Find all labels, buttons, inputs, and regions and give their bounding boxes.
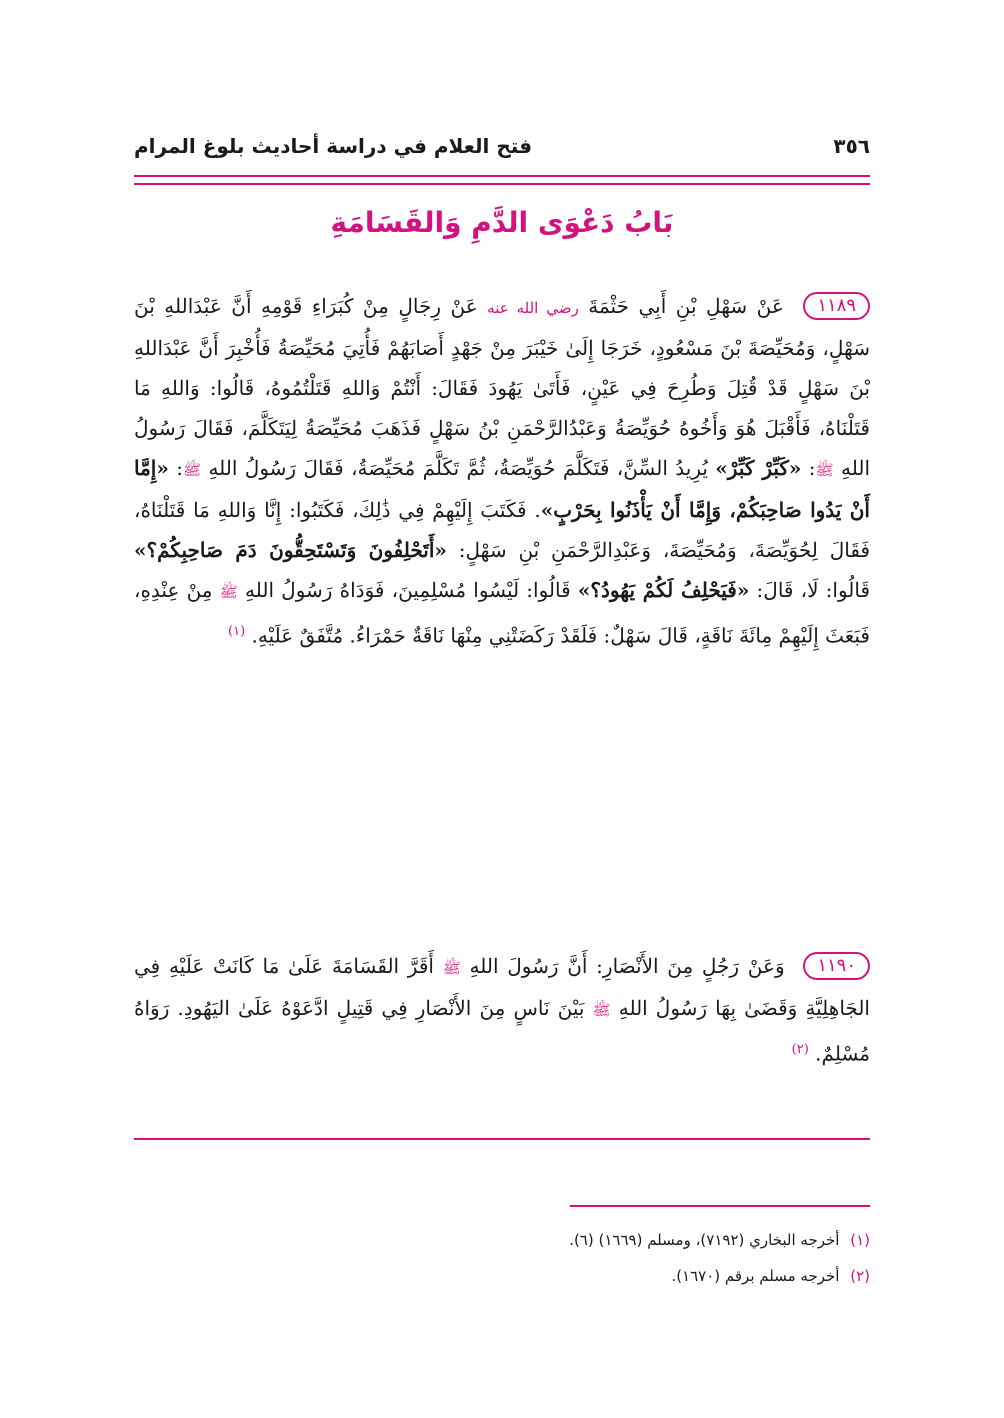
honorific-mark: ﷺ: [182, 461, 202, 479]
footnote-number: (٢): [850, 1267, 870, 1285]
hadith-number-badge: ١١٩٠: [803, 952, 870, 980]
hadith-text: قَالُوا: لَيْسُوا مُسْلِمِينَ، فَوَدَاهُ رَسُولُ اللهِ: [245, 578, 571, 602]
prophetic-quote: «إِمَّا أَنْ يَدُوا صَاحِبَكُمْ، وَإِمَّا أَنْ يَأْذَنُوا بِحَرْبٍ»: [134, 456, 870, 522]
hadith-text: عَنْ سَهْلِ بْنِ أَبِي حَثْمَةَ: [588, 294, 784, 318]
page-number: ٣٥٦: [833, 134, 870, 158]
hadith-text: مِنْ عِنْدِهِ، فَبَعَثَ إِلَيْهِمْ مِائَةَ نَاقَةٍ، قَالَ سَهْلٌ: فَلَقَدْ رَكَضَتْنِي مِنْهَا نَاقَةٌ حَمْرَاءُ. مُتَّفَقٌ عَلَيْهِ.: [134, 578, 870, 648]
prophetic-quote: «فَيَحْلِفُ لَكُمْ يَهُودُ؟»: [577, 578, 750, 602]
hadith-text: . فَكَتَبَ إِلَيْهِمْ فِي ذَٰلِكَ، فَكَتَبُوا: إِنَّا وَاللهِ مَا قَتَلْنَاهُ، فَقَالَ لِحُوَيِّصَةَ، وَمُحَيِّصَةَ، وَعَبْدِالرَّحْمَنِ بْنِ سَهْلٍ:: [134, 498, 871, 562]
header-rule-bottom: [134, 183, 870, 185]
footnotes: [134, 1222, 870, 1294]
footnote-reference[interactable]: (٢): [791, 1042, 809, 1057]
chapter-title: بَابُ دَعْوَى الدَّمِ وَالقَسَامَةِ: [330, 206, 674, 239]
footnote-text: أخرجه مسلم برقم (١٦٧٠).: [671, 1267, 840, 1285]
hadith-text: أَقَرَّ القَسَامَةَ عَلَىٰ مَا كَانَتْ عَلَيْهِ فِي الجَاهِلِيَّةِ وَقَضَىٰ بِهَا رَسُولُ اللهِ: [134, 954, 870, 1020]
content-end-rule: [134, 1138, 870, 1140]
footnote-reference[interactable]: (١): [228, 624, 246, 639]
hadith-text: بَيْنَ نَاسٍ مِنَ الأَنْصَارِ فِي قَتِيلٍ ادَّعَوْهُ عَلَىٰ اليَهُودِ. رَوَاهُ مُسْلِمٌ.: [134, 996, 870, 1066]
header-rule-top: [134, 175, 870, 177]
footnote-text: أخرجه البخاري (٧١٩٢)، ومسلم (١٦٦٩) (٦).: [569, 1231, 840, 1249]
book-title: فتح العلام في دراسة أحاديث بلوغ المرام: [134, 134, 533, 158]
hadith-text: قَالُوا: لَا، قَالَ:: [756, 578, 871, 602]
footnote-item: [134, 1258, 870, 1294]
footnote-separator: [570, 1205, 870, 1207]
running-header: [134, 128, 870, 164]
hadith-number-badge: ١١٨٩: [803, 292, 870, 320]
prophetic-quote: «كَبِّرْ كَبِّرْ»: [715, 456, 802, 480]
hadith-text: وَعَنْ رَجُلٍ مِنَ الأَنْصَارِ: أَنَّ رَسُولَ اللهِ: [469, 954, 785, 978]
footnote-item: [134, 1222, 870, 1258]
honorific-mark: ﷺ: [815, 461, 834, 479]
hadith-1190: [134, 946, 870, 1074]
honorific-mark: ﷺ: [442, 959, 461, 977]
footnote-number: (١): [850, 1231, 870, 1249]
hadith-1189: ١١٨٩ عَنْ سَهْلِ بْنِ أَبِي حَثْمَةَ رضي الله عنه عَنْ رِجَالٍ مِنْ كُبَرَاءِ قَوْمِهِ أَنَّ عَبْدَاللهِ بْنَ سَهْلٍ، وَمُحَيِّصَةَ بْنَ مَسْعُودٍ، خَرَجَا إِلَىٰ خَيْبَرَ مِنْ جَهْدٍ أَصَابَهُمْ فَأُتِيَ مُحَيِّصَةُ فَأُخْبِرَ أَنَّ عَبْدَاللهِ بْنَ سَهْلٍ قَدْ قُتِلَ وَطُرِحَ فِي عَيْنٍ، فَأَتَىٰ يَهُودَ فَقَالَ: أَنْتُمْ وَاللهِ قَتَلْتُمُوهُ، قَالُوا: وَاللهِ مَا قَتَلْنَاهُ، فَأَقْبَلَ هُوَ وَأَخُوهُ حُوَيِّصَةُ وَعَبْدُالرَّحْمَنِ بْنُ سَهْلٍ فَذَهَبَ مُحَيِّصَةُ لِيَتَكَلَّمَ، فَقَالَ رَسُولُ اللهِ ﷺ: «كَبِّرْ كَبِّرْ» يُرِيدُ السِّنَّ، فَتَكَلَّمَ حُوَيِّصَةُ، ثُمَّ تَكَلَّمَ مُحَيِّصَةُ، فَقَالَ رَسُولُ اللهِ ﷺ: «إِمَّا أَنْ يَدُوا صَاحِبَكُمْ، وَإِمَّا أَنْ يَأْذَنُوا بِحَرْبٍ». فَكَتَبَ إِلَيْهِمْ فِي ذَٰلِكَ، فَكَتَبُوا: إِنَّا وَاللهِ مَا قَتَلْنَاهُ، فَقَالَ لِحُوَيِّصَةَ، وَمُحَيِّصَةَ، وَعَبْدِالرَّحْمَنِ بْنِ سَهْلٍ: «أَتَحْلِفُونَ وَتَسْتَحِقُّونَ دَمَ صَاحِبِكُمْ؟» قَالُوا: لَا، قَالَ: «فَيَحْلِفُ لَكُمْ يَهُودُ؟» قَالُوا: لَيْسُوا مُسْلِمِينَ، فَوَدَاهُ رَسُولُ اللهِ ﷺ مِنْ عِنْدِهِ، فَبَعَثَ إِلَيْهِمْ مِائَةَ نَاقَةٍ، قَالَ سَهْلٌ: فَلَقَدْ رَكَضَتْنِي مِنْهَا نَاقَةٌ حَمْرَاءُ. مُتَّفَقٌ عَلَيْهِ. $^{(١)}$: [134, 294, 871, 648]
prophetic-quote: «أَتَحْلِفُونَ وَتَسْتَحِقُّونَ دَمَ صَاحِبِكُمْ؟»: [134, 538, 447, 562]
honorific-mark: ﷺ: [219, 583, 238, 601]
honorific-mark: رضي الله عنه: [487, 299, 579, 317]
hadith-text: عَنْ رِجَالٍ مِنْ كُبَرَاءِ قَوْمِهِ أَنَّ عَبْدَاللهِ بْنَ سَهْلٍ، وَمُحَيِّصَةَ بْنَ مَسْعُودٍ، خَرَجَا إِلَىٰ خَيْبَرَ مِنْ جَهْدٍ أَصَابَهُمْ فَأُتِيَ مُحَيِّصَةُ فَأُخْبِرَ أَنَّ عَبْدَاللهِ بْنَ سَهْلٍ قَدْ قُتِلَ وَطُرِحَ فِي عَيْنٍ، فَأَتَىٰ يَهُودَ فَقَالَ: أَنْتُمْ وَاللهِ قَتَلْتُمُوهُ، قَالُوا: وَاللهِ مَا قَتَلْنَاهُ، فَأَقْبَلَ هُوَ وَأَخُوهُ حُوَيِّصَةُ وَعَبْدُالرَّحْمَنِ بْنُ سَهْلٍ فَذَهَبَ مُحَيِّصَةُ لِيَتَكَلَّمَ، فَقَالَ رَسُولُ اللهِ: [134, 294, 871, 480]
hadith-text: يُرِيدُ السِّنَّ، فَتَكَلَّمَ حُوَيِّصَةُ، ثُمَّ تَكَلَّمَ مُحَيِّصَةُ، فَقَالَ رَسُولُ اللهِ: [208, 456, 708, 480]
honorific-mark: ﷺ: [592, 1001, 611, 1019]
